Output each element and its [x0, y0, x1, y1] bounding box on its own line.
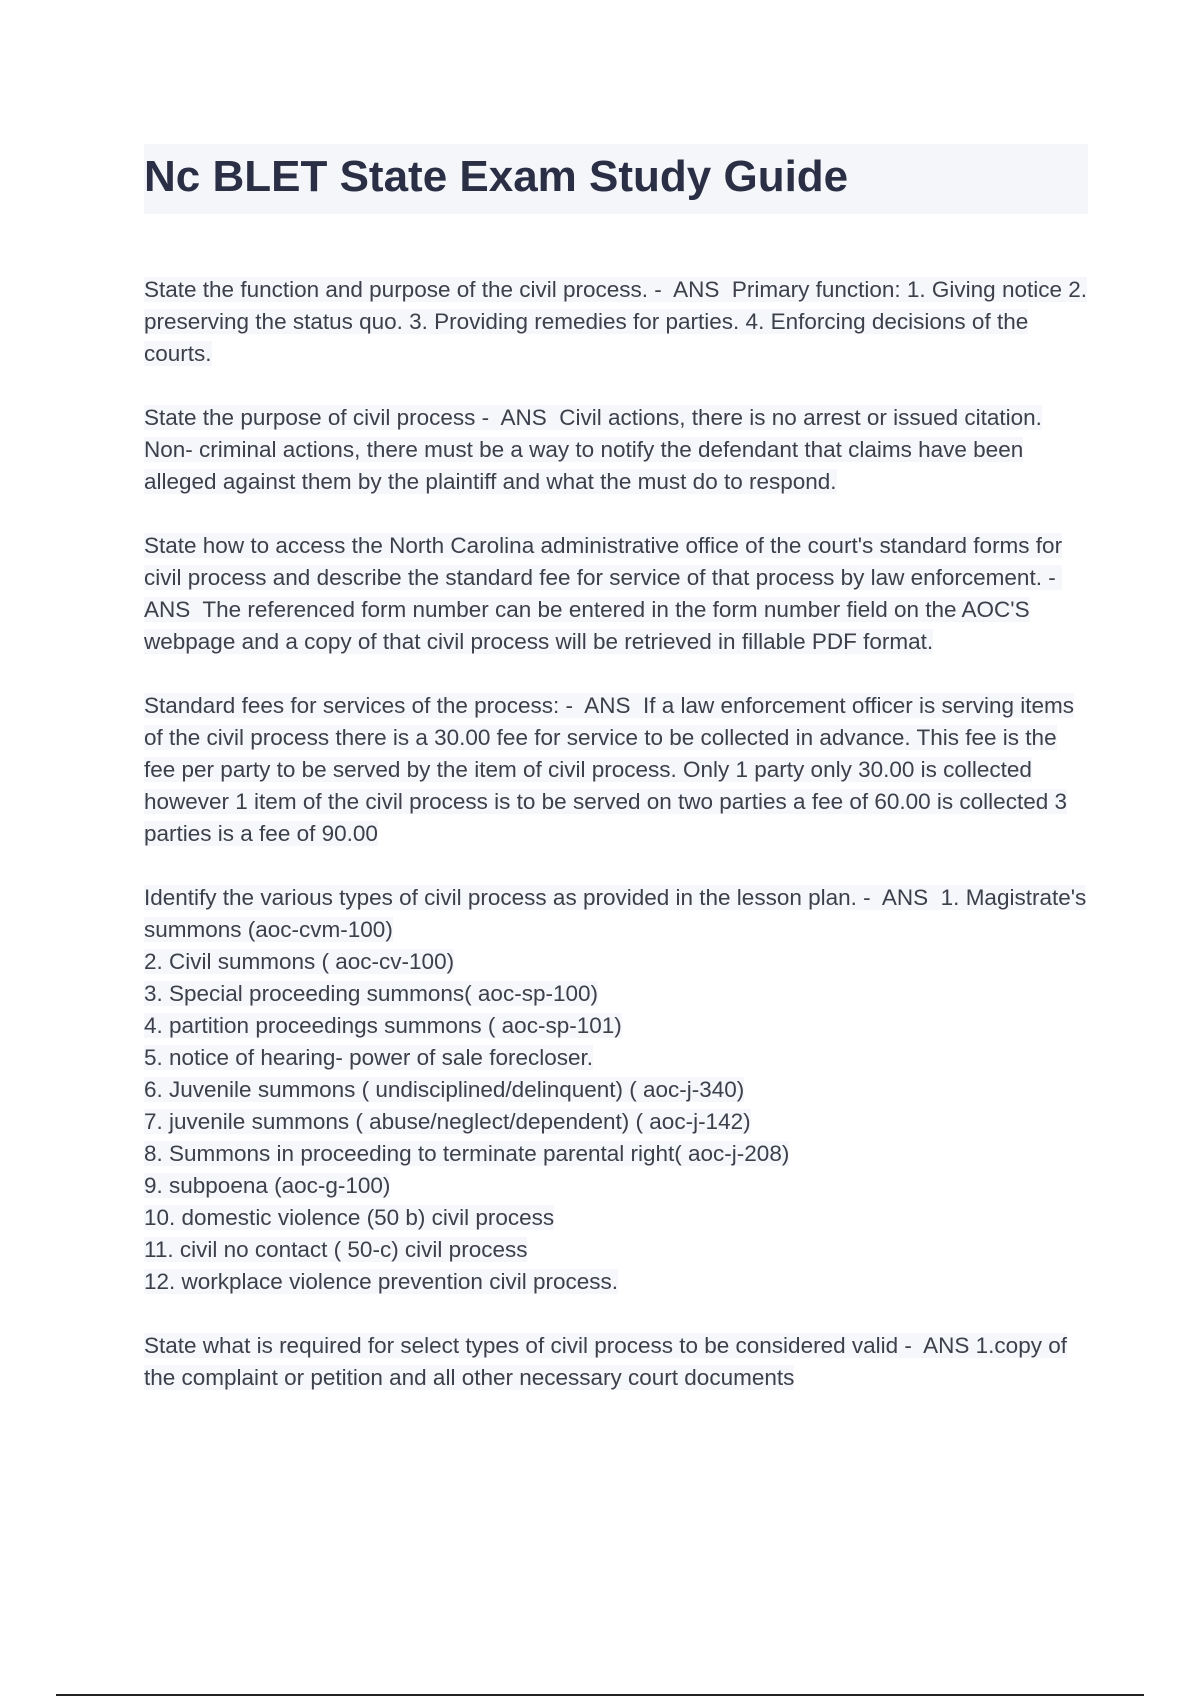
document-body	[144, 274, 1094, 1426]
list-entry: 10. domestic violence (50 b) civil process	[144, 1205, 555, 1230]
answer-text: Civil actions, there is no arrest or issued citation. Non- criminal actions, there must be a way to notify the defendant that claims have been alleged against them by the plaintiff and what the must do to respond.	[144, 405, 1042, 494]
qa-item	[144, 402, 1094, 498]
list-entry: 11. civil no contact ( 50-c) civil process	[144, 1237, 528, 1262]
page-title: Nc BLET State Exam Study Guide	[144, 152, 849, 201]
answer-text: If a law enforcement officer is serving items of the civil process there is a 30.00 fee for service to be collected in advance. This fee is the fee per party to be served by the item of civil process. Only 1 party only 30.00 is collected however 1 item of the civil process is to be served on two parties a fee of 60.00 is collected 3 parties is a fee of 90.00	[144, 693, 1075, 846]
answer-text: The referenced form number can be entered in the form number field on the AOC'S webpage and a copy of that civil process will be retrieved in fillable PDF format.	[144, 597, 1030, 654]
question-text: Standard fees for services of the process: -	[144, 693, 573, 718]
qa-item	[144, 690, 1094, 850]
list-entry: 5. notice of hearing- power of sale forecloser.	[144, 1045, 594, 1070]
answer-marker: ANS	[923, 1333, 970, 1358]
question-text: State what is required for select types of civil process to be considered valid -	[144, 1333, 912, 1358]
qa-item	[144, 530, 1094, 658]
list-entry: 9. subpoena (aoc-g-100)	[144, 1173, 391, 1198]
question-text: Identify the various types of civil process as provided in the lesson plan. -	[144, 885, 871, 910]
answer-marker: ANS	[881, 885, 929, 910]
answer-marker: ANS	[584, 693, 631, 718]
qa-list-item	[144, 882, 1094, 1298]
list-entry: 7. juvenile summons ( abuse/neglect/dependent) ( aoc-j-142)	[144, 1109, 751, 1134]
question-text: State the function and purpose of the civil process. -	[144, 277, 662, 302]
answer-text: Primary function: 1. Giving notice 2. preserving the status quo. 3. Providing remedies for parties. 4. Enforcing decisions of the courts.	[144, 277, 1087, 366]
list-entry: 12. workplace violence prevention civil process.	[144, 1269, 618, 1294]
list-entry: 1. Magistrate's summons (aoc-cvm-100)	[144, 885, 1087, 942]
list-entry: 6. Juvenile summons ( undisciplined/delinquent) ( aoc-j-340)	[144, 1077, 745, 1102]
title-block	[144, 144, 1088, 214]
question-text: State how to access the North Carolina administrative office of the court's standard forms for civil process and describe the standard fee for service of that process by law enforcement. -	[144, 533, 1063, 590]
question-text: State the purpose of civil process -	[144, 405, 490, 430]
answer-text: 1.copy of the complaint or petition and all other necessary court documents	[144, 1333, 1067, 1390]
answer-marker: ANS	[144, 597, 191, 622]
qa-item	[144, 1330, 1094, 1394]
answer-marker: ANS	[500, 405, 547, 430]
answer-marker: ANS	[673, 277, 720, 302]
list-entry: 4. partition proceedings summons ( aoc-sp-101)	[144, 1013, 622, 1038]
list-entry: 2. Civil summons ( aoc-cv-100)	[144, 949, 455, 974]
footer-rule	[56, 1694, 1144, 1696]
qa-item	[144, 274, 1094, 370]
list-entry: 3. Special proceeding summons( aoc-sp-100)	[144, 981, 598, 1006]
list-entry: 8. Summons in proceeding to terminate parental right( aoc-j-208)	[144, 1141, 790, 1166]
